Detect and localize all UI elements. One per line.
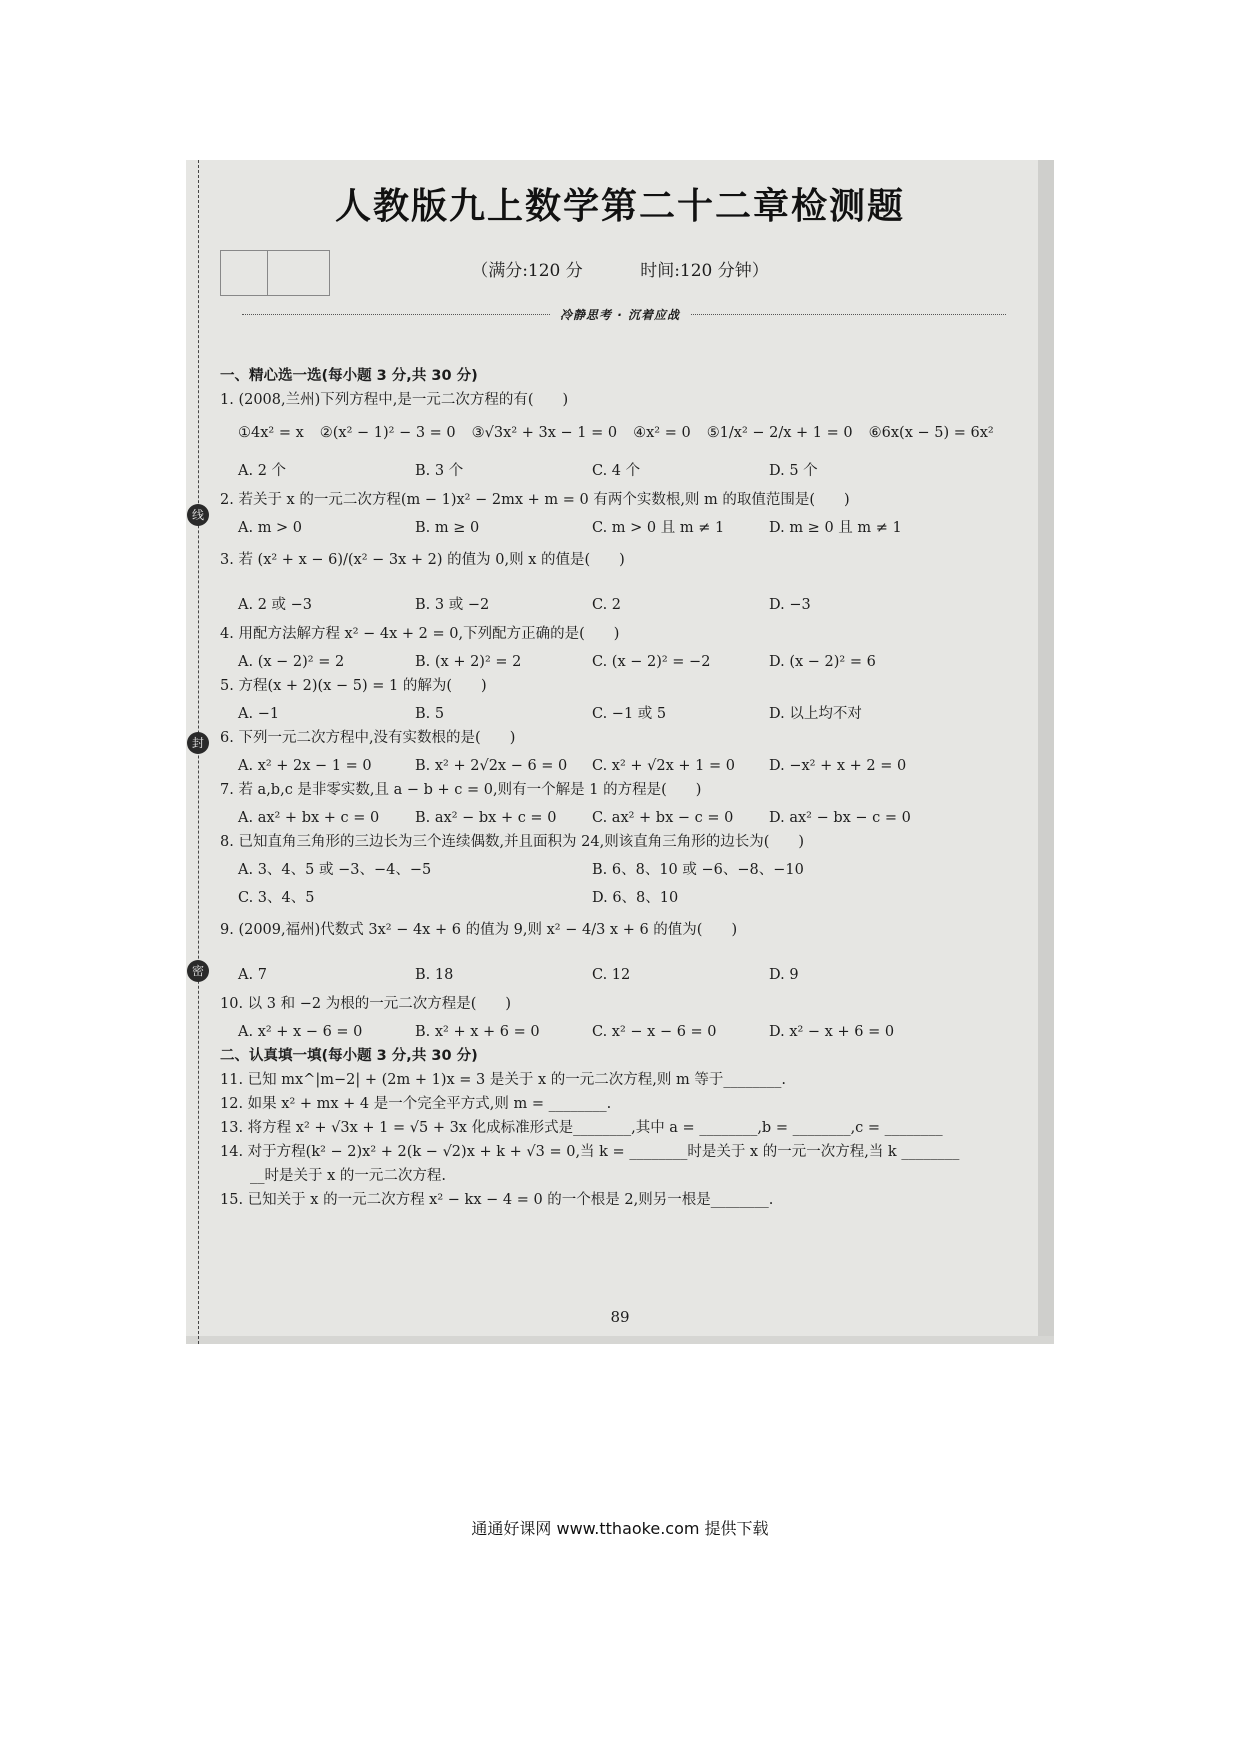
question: 5. 方程(x + 2)(x − 5) = 1 的解为( ) [220, 678, 487, 694]
options [220, 586, 1050, 624]
question: 14. 对于方程(k² − 2)x² + 2(k − √2)x + k + √3 = 0,当 k = ________时是关于 x 的一元一次方程,当 k ________ [220, 1144, 960, 1160]
question: 6. 下列一元二次方程中,没有实数根的是( ) [220, 730, 516, 746]
margin-mark-mi: 密 [187, 960, 209, 982]
option-d: D. 9 [769, 967, 799, 983]
motto [186, 304, 1054, 323]
question: 10. 以 3 和 −2 为根的一元二次方程是( ) [220, 996, 512, 1012]
time-limit: 时间:120 分钟） [640, 261, 769, 281]
section-heading-choice: 一、精心选一选(每小题 3 分,共 30 分) [220, 368, 478, 384]
option-b: B. 3 或 −2 [415, 597, 490, 613]
equation-list [220, 414, 1050, 452]
download-footer: 通通好课网 www.tthaoke.com 提供下载 [471, 1519, 769, 1538]
question-continuation: __时是关于 x 的一元二次方程. [250, 1168, 447, 1184]
option-d: D. ax² − bx − c = 0 [769, 810, 911, 826]
option-a: A. −1 [238, 706, 280, 722]
option-c: C. x² − x − 6 = 0 [592, 1024, 717, 1040]
equation-item: ③√3x² + 3x − 1 = 0 [471, 425, 618, 441]
option-c: C. −1 或 5 [592, 706, 667, 722]
option-a: A. 3、4、5 或 −3、−4、−5 [238, 862, 432, 878]
option-b: B. 6、8、10 或 −6、−8、−10 [592, 862, 804, 878]
option-d: D. 5 个 [769, 463, 818, 479]
option-c: C. 4 个 [592, 463, 641, 479]
exam-meta [186, 256, 1054, 281]
equation-item: ①4x² = x [238, 425, 304, 441]
option-d: D. 以上均不对 [769, 706, 862, 722]
page-title: 人教版九上数学第二十二章检测题 [334, 186, 905, 227]
question: 3. 若 (x² + x − 6)/(x² − 3x + 2) 的值为 0,则 x 的值是( ) [220, 552, 625, 568]
option-d: D. (x − 2)² = 6 [769, 654, 876, 670]
options [220, 884, 1050, 912]
option-d: D. −3 [769, 597, 811, 613]
margin-mark-xian: 线 [187, 504, 209, 526]
option-d: D. m ≥ 0 且 m ≠ 1 [769, 520, 902, 536]
option-d: D. 6、8、10 [592, 890, 679, 906]
equation-item: ④x² = 0 [633, 425, 691, 441]
question: 11. 已知 mx^|m−2| + (2m + 1)x = 3 是关于 x 的一元二次方程,则 m 等于________. [220, 1072, 786, 1088]
scan-bottom-shadow [186, 1336, 1054, 1344]
option-d: D. −x² + x + 2 = 0 [769, 758, 907, 774]
full-score: （满分:120 分 [471, 261, 583, 281]
option-c: C. 12 [592, 967, 631, 983]
option-a: A. 2 或 −3 [238, 597, 313, 613]
option-b: B. 3 个 [415, 463, 464, 479]
equation-item: ⑤1/x² − 2/x + 1 = 0 [706, 425, 853, 441]
option-a: A. x² + 2x − 1 = 0 [238, 758, 372, 774]
scanned-page [186, 160, 1054, 1344]
question: 9. (2009,福州)代数式 3x² − 4x + 6 的值为 9,则 x² − 4/3 x + 6 的值为( ) [220, 922, 738, 938]
option-a: A. ax² + bx + c = 0 [238, 810, 380, 826]
question: 12. 如果 x² + mx + 4 是一个完全平方式,则 m = ________. [220, 1096, 612, 1112]
option-c: C. ax² + bx − c = 0 [592, 810, 734, 826]
option-b: B. x² + 2√2x − 6 = 0 [415, 758, 568, 774]
section-heading-fill: 二、认真填一填(每小题 3 分,共 30 分) [220, 1048, 478, 1064]
options [220, 514, 1050, 542]
option-c: C. 2 [592, 597, 622, 613]
question: 4. 用配方法解方程 x² − 4x + 2 = 0,下列配方正确的是( ) [220, 626, 620, 642]
option-b: B. 18 [415, 967, 454, 983]
option-b: B. ax² − bx + c = 0 [415, 810, 557, 826]
question: 8. 已知直角三角形的三边长为三个连续偶数,并且面积为 24,则该直角三角形的边长为( ) [220, 834, 805, 850]
margin-mark-feng: 封 [187, 732, 209, 754]
option-a: A. (x − 2)² = 2 [238, 654, 345, 670]
options [220, 648, 1050, 676]
options [220, 804, 1050, 832]
options [220, 752, 1050, 780]
option-a: A. 7 [238, 967, 267, 983]
question-content [220, 366, 1050, 1214]
options [220, 856, 1050, 884]
options [220, 1018, 1050, 1046]
option-d: D. x² − x + 6 = 0 [769, 1024, 895, 1040]
question: 15. 已知关于 x 的一元二次方程 x² − kx − 4 = 0 的一个根是 2,则另一根是________. [220, 1192, 774, 1208]
page-number: 89 [610, 1308, 630, 1326]
option-a: A. m > 0 [238, 520, 303, 536]
options [220, 452, 1050, 490]
option-a: A. 2 个 [238, 463, 287, 479]
equation-item: ②(x² − 1)² − 3 = 0 [319, 425, 456, 441]
option-a: A. x² + x − 6 = 0 [238, 1024, 363, 1040]
option-b: B. x² + x + 6 = 0 [415, 1024, 540, 1040]
option-b: B. 5 [415, 706, 445, 722]
options [220, 956, 1050, 994]
question: 1. (2008,兰州)下列方程中,是一元二次方程的有( ) [220, 392, 569, 408]
equation-item: ⑥6x(x − 5) = 6x² [868, 425, 994, 441]
option-b: B. m ≥ 0 [415, 520, 480, 536]
motto-text: 冷静思考 · 沉着应战 [550, 308, 690, 322]
question: 7. 若 a,b,c 是非零实数,且 a − b + c = 0,则有一个解是 1 的方程是( ) [220, 782, 702, 798]
option-c: C. m > 0 且 m ≠ 1 [592, 520, 725, 536]
option-b: B. (x + 2)² = 2 [415, 654, 522, 670]
options [220, 700, 1050, 728]
option-c: C. x² + √2x + 1 = 0 [592, 758, 735, 774]
question: 2. 若关于 x 的一元二次方程(m − 1)x² − 2mx + m = 0 有两个实数根,则 m 的取值范围是( ) [220, 492, 850, 508]
option-c: C. 3、4、5 [238, 890, 315, 906]
question: 13. 将方程 x² + √3x + 1 = √5 + 3x 化成标准形式是________,其中 a = ________,b = ________,c = ________ [220, 1120, 943, 1136]
option-c: C. (x − 2)² = −2 [592, 654, 711, 670]
